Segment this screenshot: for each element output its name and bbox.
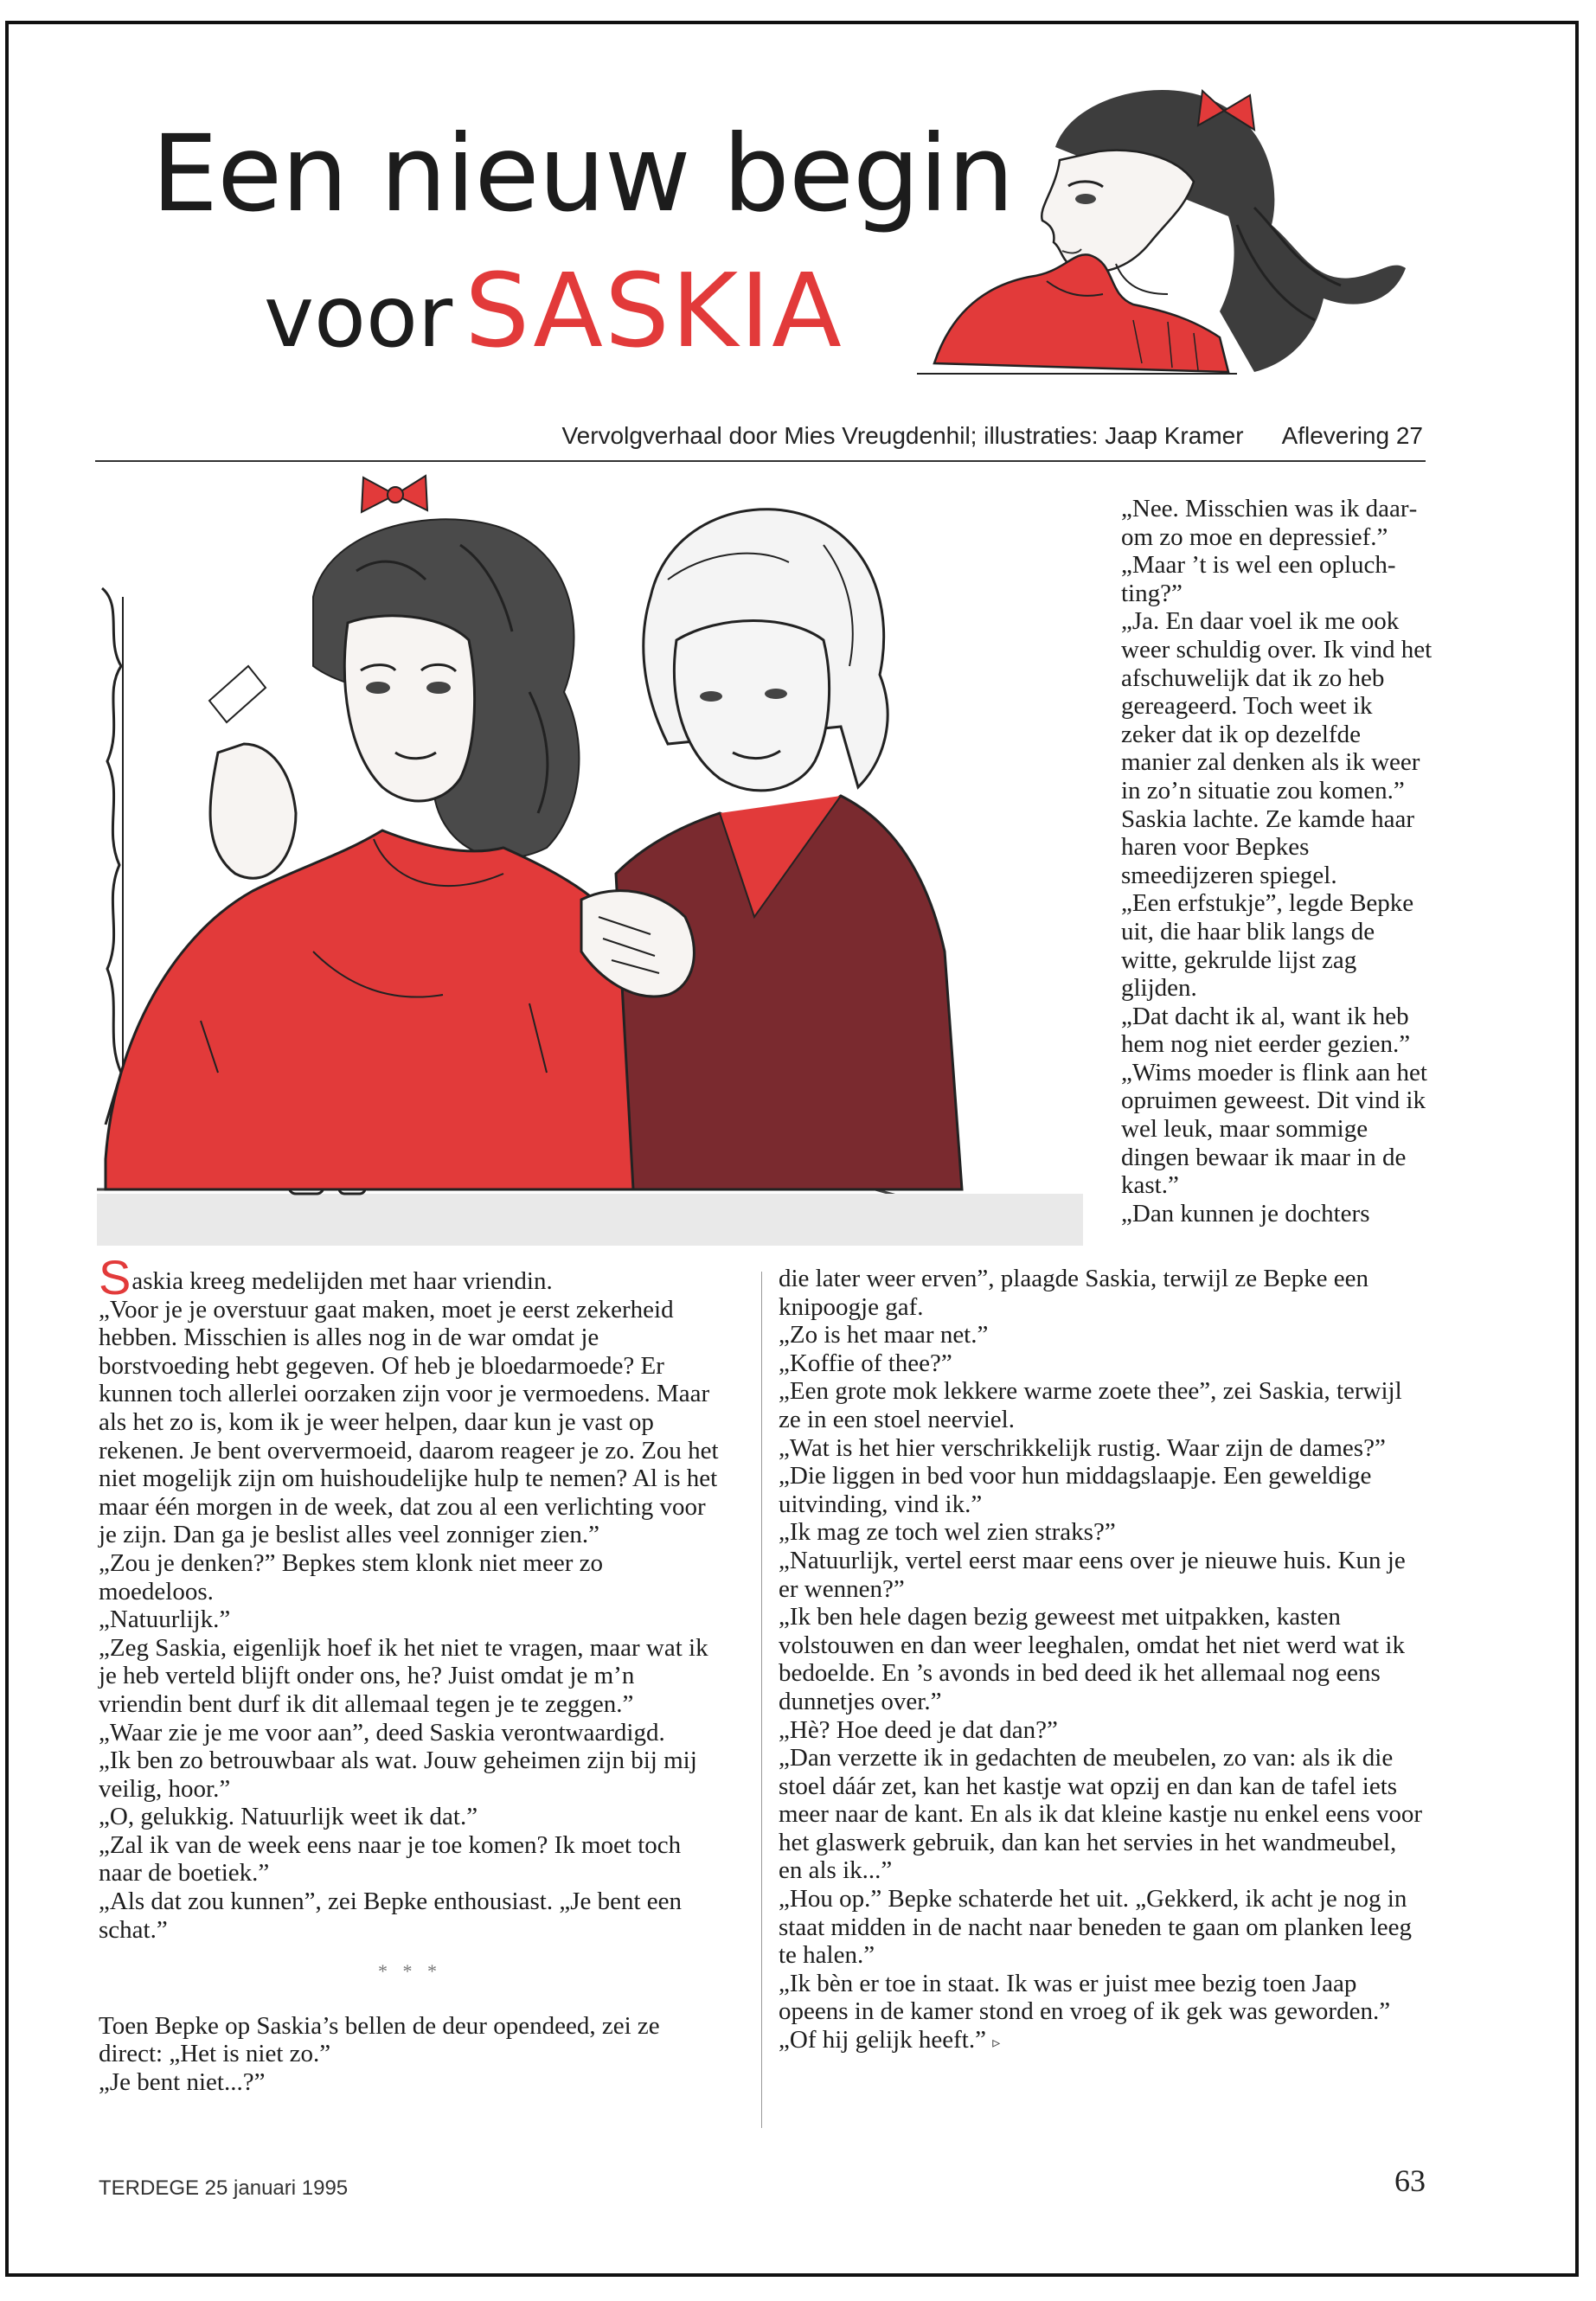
paragraph: „Ik ben hele dagen bezig geweest met uitpakken, kasten volstouwen en dan weer leeghalen, omdat het niet werd wat ik bedoelde. En ’s avonds in bed deed ik het allemaal nog eens dunnetjes over.” (779, 1603, 1405, 1715)
paragraph: „Maar ’t is wel een opluchting?” (1121, 551, 1396, 607)
paragraph: „Natuurlijk.” (99, 1606, 231, 1634)
paragraph: „Zeg Saskia, eigenlijk hoef ik het niet te vragen, maar wat ik je heb verteld blijft onder ons, he? Juist omdat je m’n vriendin bent durf ik dit allemaal tegen je te zeggen.” (99, 1633, 708, 1718)
column-divider (761, 1272, 762, 2128)
header-illustration-girl (908, 78, 1427, 381)
paragraph: „Die liggen in bed voor hun middagslaapje. Een geweldige uitvinding, vind ik.” (779, 1462, 1372, 1518)
paragraph-last-text: „Of hij gelijk heeft.” (779, 2026, 986, 2054)
story-title-line2 (264, 251, 843, 370)
paragraph: „Wat is het hier verschrikkelijk rustig. Waar zijn de dames?” (779, 1433, 1386, 1462)
paragraph: „Ik bèn er toe in staat. Ik was er juist mee bezig toen Jaap opeens in de kamer stond en vroeg of ik gek was geworden.” (779, 1969, 1391, 2026)
paragraph: „Koffie of thee?” (779, 1349, 952, 1377)
paragraph: „Dan kunnen je dochters (1121, 1199, 1370, 1227)
paragraph: „Dat dacht ik al, want ik heb hem nog niet eerder gezien.” (1121, 1002, 1411, 1059)
section-break: * * * (378, 1960, 442, 1983)
paragraph: „Een grote mok lekkere warme zoete thee”, zei Saskia, terwijl ze in een stoel neerviel. (779, 1377, 1402, 1433)
episode-number: Aflevering 27 (1281, 422, 1423, 449)
paragraph-opening-text: askia kreeg medelijden met haar vriendin. (131, 1267, 553, 1295)
paragraph: „Zo is het maar net.” (779, 1321, 989, 1349)
paragraph: „Je bent niet...?” (99, 2068, 266, 2097)
publication-footer: TERDEGE 25 januari 1995 (99, 2176, 349, 2200)
paragraph: „Ik ben zo betrouwbaar als wat. Jouw geheimen zijn bij mij veilig, hoor.” (99, 1747, 697, 1803)
paragraph: die later weer erven”, plaagde Saskia, terwijl ze Bepke een knipoogje gaf. (779, 1265, 1368, 1321)
paragraph: „Ja. En daar voel ik me ook weer schuldig over. Ik vind het afschuwelijk dat ik zo heb gereageerd. Toch weet ik zeker dat ik op dezelfde manier zal denken als ik weer in zo’n situatie zou komen.” (1121, 607, 1433, 804)
title-name: SASKIA (465, 251, 843, 370)
paragraph: „Voor je je overstuur gaat maken, moet je eerst zekerheid hebben. Misschien is alles nog in de war omdat je borstvoeding hebt gegeven. Of heb je bloedarmoede? Er kunnen toch allerlei oorzaken zijn voor je vermoedens. Maar als het zo is, kom ik je weer helpen, daar kun je vast op rekenen. Je bent oververmoeid, daarom reageer je zo. Zou het niet mogelijk zijn om huishoudelijke hulp te nemen? Al is het maar één morgen in de week, dat zou al een verlichting voor je zijn. Dan ga je beslist alles veel zonniger zien.” (99, 1295, 719, 1549)
paragraph: „Dan verzette ik in gedachten de meubelen, zo van: als ik die stoel dáár zet, kan het kastje wat opzij en dan kan de tafel iets meer naar de kant. En als ik dat kleine kastje nu enkel eens voor het glaswerk gebruik, dan kan het servies in het wandmeubel, en als ik...” (779, 1744, 1423, 1885)
column-left (99, 1250, 721, 2097)
paragraph: „Wims moeder is flink aan het opruimen geweest. Dit vind ik wel leuk, maar sommige dingen bewaar ik maar in de kast.” (1121, 1058, 1427, 1200)
paragraph: Saskia lachte. Ze kamde haar haren voor Bepkes smeedijzeren spiegel. (1121, 804, 1414, 889)
paragraph: „Als dat zou kunnen”, zei Bepke enthousiast. „Je bent een schat.” (99, 1888, 683, 1944)
paragraph: „Waar zie je me voor aan”, deed Saskia verontwaardigd. (99, 1718, 665, 1747)
paragraph: „Een erfstukje”, legde Bepke uit, die haar blik langs de witte, gekrulde lijst zag glijden. (1121, 889, 1414, 1003)
column-right (779, 1265, 1426, 2057)
drop-cap: S (99, 1250, 131, 1304)
header-rule (95, 460, 1426, 462)
column-right-top (1121, 495, 1433, 1227)
author-credit: Vervolgverhaal door Mies Vreugdenhil; illustraties: Jaap Kramer (561, 422, 1244, 449)
paragraph-opening (99, 1250, 721, 1304)
title-voor: voor (264, 268, 453, 367)
page-number: 63 (1394, 2163, 1426, 2198)
byline (562, 422, 1423, 450)
paragraph: „Nee. Misschien was ik daarom zo moe en depressief.” (1121, 495, 1418, 551)
main-illustration (97, 467, 1083, 1246)
paragraph: „Natuurlijk, vertel eerst maar eens over je nieuwe huis. Kun je er wennen?” (779, 1546, 1406, 1603)
paragraph: „Ik mag ze toch wel zien straks?” (779, 1518, 1116, 1547)
paragraph: „Hè? Hoe deed je dat dan?” (779, 1715, 1058, 1744)
paragraph: „Zou je denken?” Bepkes stem klonk niet meer zo moedeloos. (99, 1548, 604, 1606)
continue-arrow-icon: ▹ (992, 2034, 1001, 2052)
paragraph-last (779, 2026, 1426, 2057)
paragraph: Toen Bepke op Saskia’s bellen de deur opendeed, zei ze direct: „Het is niet zo.” (99, 2011, 660, 2068)
paragraph: „Zal ik van de week eens naar je toe komen? Ik moet toch naar de boetiek.” (99, 1830, 682, 1888)
story-title: Een nieuw begin (151, 112, 1014, 235)
paragraph: „Hou op.” Bepke schaterde het uit. „Gekkerd, ik acht je nog in staat midden in de nacht naar beneden te gaan om planken leeg te halen.” (779, 1885, 1412, 1970)
paragraph: „O, gelukkig. Natuurlijk weet ik dat.” (99, 1803, 478, 1831)
